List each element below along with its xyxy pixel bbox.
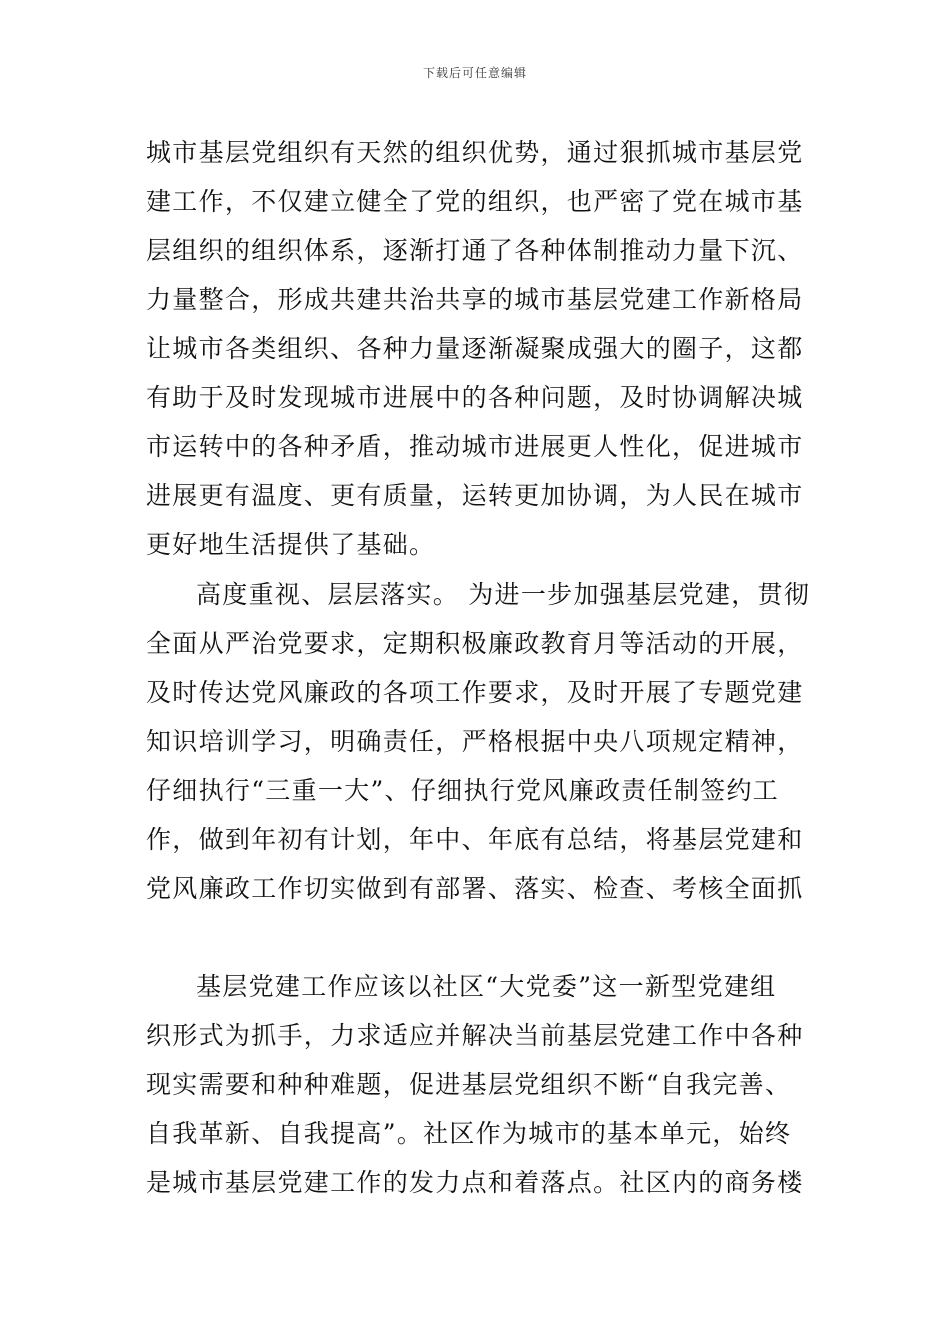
paragraph-line: 层组织的组织体系，逐渐打通了各种体制推动力量下沉、 bbox=[146, 236, 804, 265]
paragraph-line: 党风廉政工作切实做到有部署、落实、检查、考核全面抓 bbox=[146, 874, 804, 903]
paragraph-line: 进展更有温度、更有质量，运转更加协调，为人民在城市 bbox=[146, 481, 804, 510]
paragraph-line: 现实需要和种种难题，促进基层党组织不断“自我完善、 bbox=[146, 1070, 792, 1099]
paragraph-line: 知识培训学习，明确责任，严格根据中央八项规定精神， bbox=[146, 727, 804, 756]
paragraph-3 bbox=[146, 962, 816, 1207]
paragraph-2 bbox=[146, 570, 816, 913]
paragraph-line: 作，做到年初有计划，年中、年底有总结，将基层党建和 bbox=[146, 825, 804, 854]
paragraph-line: 市运转中的各种矛盾，推动城市进展更人性化，促进城市 bbox=[146, 432, 804, 461]
paragraph-line: 织形式为抓手，力求适应并解决当前基层党建工作中各种 bbox=[146, 1021, 804, 1050]
paragraph-line: 有助于及时发现城市进展中的各种问题，及时协调解决城 bbox=[146, 383, 804, 412]
paragraph-line: 让城市各类组织、各种力量逐渐凝聚成强大的圈子，这都 bbox=[146, 334, 804, 363]
page-header: 下载后可任意编辑 bbox=[422, 66, 527, 80]
paragraph-line: 基层党建工作应该以社区“大党委”这一新型党建组 bbox=[196, 972, 777, 1001]
paragraph-line: 自我革新、自我提高”。社区作为城市的基本单元，始终 bbox=[146, 1119, 792, 1148]
paragraph-line: 更好地生活提供了基础。 bbox=[146, 530, 436, 559]
paragraph-line: 仔细执行“三重一大”、仔细执行党风廉政责任制签约工 bbox=[146, 776, 780, 805]
paragraph-line: 及时传达党风廉政的各项工作要求，及时开展了专题党建 bbox=[146, 678, 804, 707]
paragraph-1 bbox=[146, 128, 816, 569]
paragraph-line: 力量整合，形成共建共治共享的城市基层党建工作新格局 bbox=[146, 285, 804, 314]
paragraph-line: 建工作，不仅建立健全了党的组织，也严密了党在城市基 bbox=[146, 187, 804, 216]
paragraph-line: 全面从严治党要求，定期积极廉政教育月等活动的开展， bbox=[146, 629, 804, 658]
paragraph-line: 高度重视、层层落实。 为进一步加强基层党建，贯彻 bbox=[196, 580, 811, 609]
paragraph-line: 是城市基层党建工作的发力点和着落点。社区内的商务楼 bbox=[146, 1168, 804, 1197]
paragraph-line: 城市基层党组织有天然的组织优势，通过狠抓城市基层党 bbox=[146, 138, 804, 167]
